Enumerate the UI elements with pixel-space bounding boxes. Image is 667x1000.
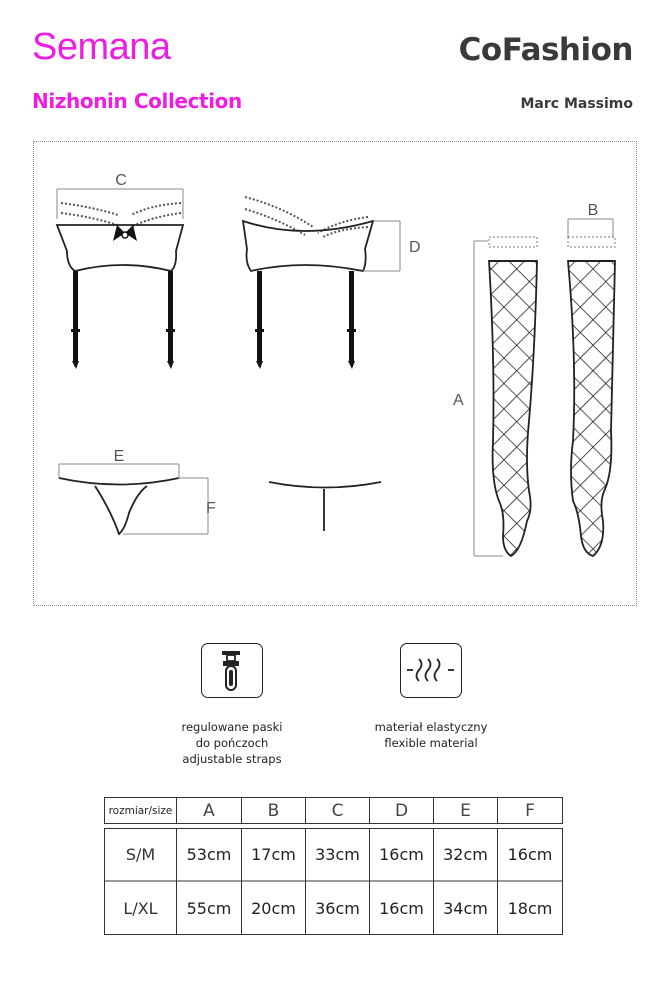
stockings (474, 219, 615, 556)
size-cell: 36cm (315, 898, 360, 918)
dimension-label-c: C (115, 172, 127, 189)
dimension-label-a: A (453, 392, 464, 409)
feature-adjustable-straps-text (132, 719, 332, 767)
size-cell: 32cm (443, 845, 488, 864)
size-cell: 55cm (186, 898, 232, 918)
size-cell: 33cm (315, 845, 360, 864)
size-cell: 34cm (443, 898, 488, 918)
feature-line: materiał elastyczny (374, 720, 488, 734)
size-col-header: B (241, 797, 306, 824)
dimension-label-e: E (113, 448, 125, 465)
size-cell: 18cm (507, 898, 553, 918)
size-col-header: F (497, 797, 563, 824)
size-row-label: S/M (125, 845, 156, 864)
size-cell: 53cm (186, 845, 232, 864)
thong-front (59, 464, 208, 534)
size-table-corner: rozmiar/size (104, 797, 177, 824)
size-col-header: A (176, 797, 242, 824)
dimension-label-d: D (409, 239, 421, 256)
strap-clip-icon (201, 643, 263, 698)
size-cell: 20cm (251, 898, 296, 918)
feature-line: adjustable straps (182, 752, 282, 766)
feature-flexible-material-text (331, 719, 531, 751)
stretch-waves-icon (400, 643, 462, 698)
designer-name: Marc Massimo (520, 96, 633, 112)
brand-logo-text: CoFashion (458, 32, 633, 68)
dimension-label-b: B (587, 202, 599, 219)
size-col-header: C (305, 797, 370, 824)
feature-line: flexible material (384, 736, 478, 750)
size-cell: 16cm (379, 845, 424, 864)
garter-belt-front (57, 189, 183, 369)
size-table (104, 797, 563, 935)
feature-line: regulowane paski (181, 720, 283, 734)
size-cell: 16cm (507, 845, 553, 864)
product-diagram (33, 141, 637, 606)
size-col-header: D (369, 797, 434, 824)
collection-name: Nizhonin Collection (32, 89, 242, 113)
size-cell: 17cm (251, 845, 296, 864)
dimension-label-f: F (206, 500, 216, 517)
thong-back (269, 482, 381, 531)
feature-line: do pończoch (195, 736, 269, 750)
garter-belt-back (243, 197, 400, 369)
size-col-header: E (433, 797, 498, 824)
size-cell: 16cm (379, 898, 424, 918)
size-row-label: L/XL (123, 898, 158, 918)
product-name: Semana (32, 26, 171, 68)
